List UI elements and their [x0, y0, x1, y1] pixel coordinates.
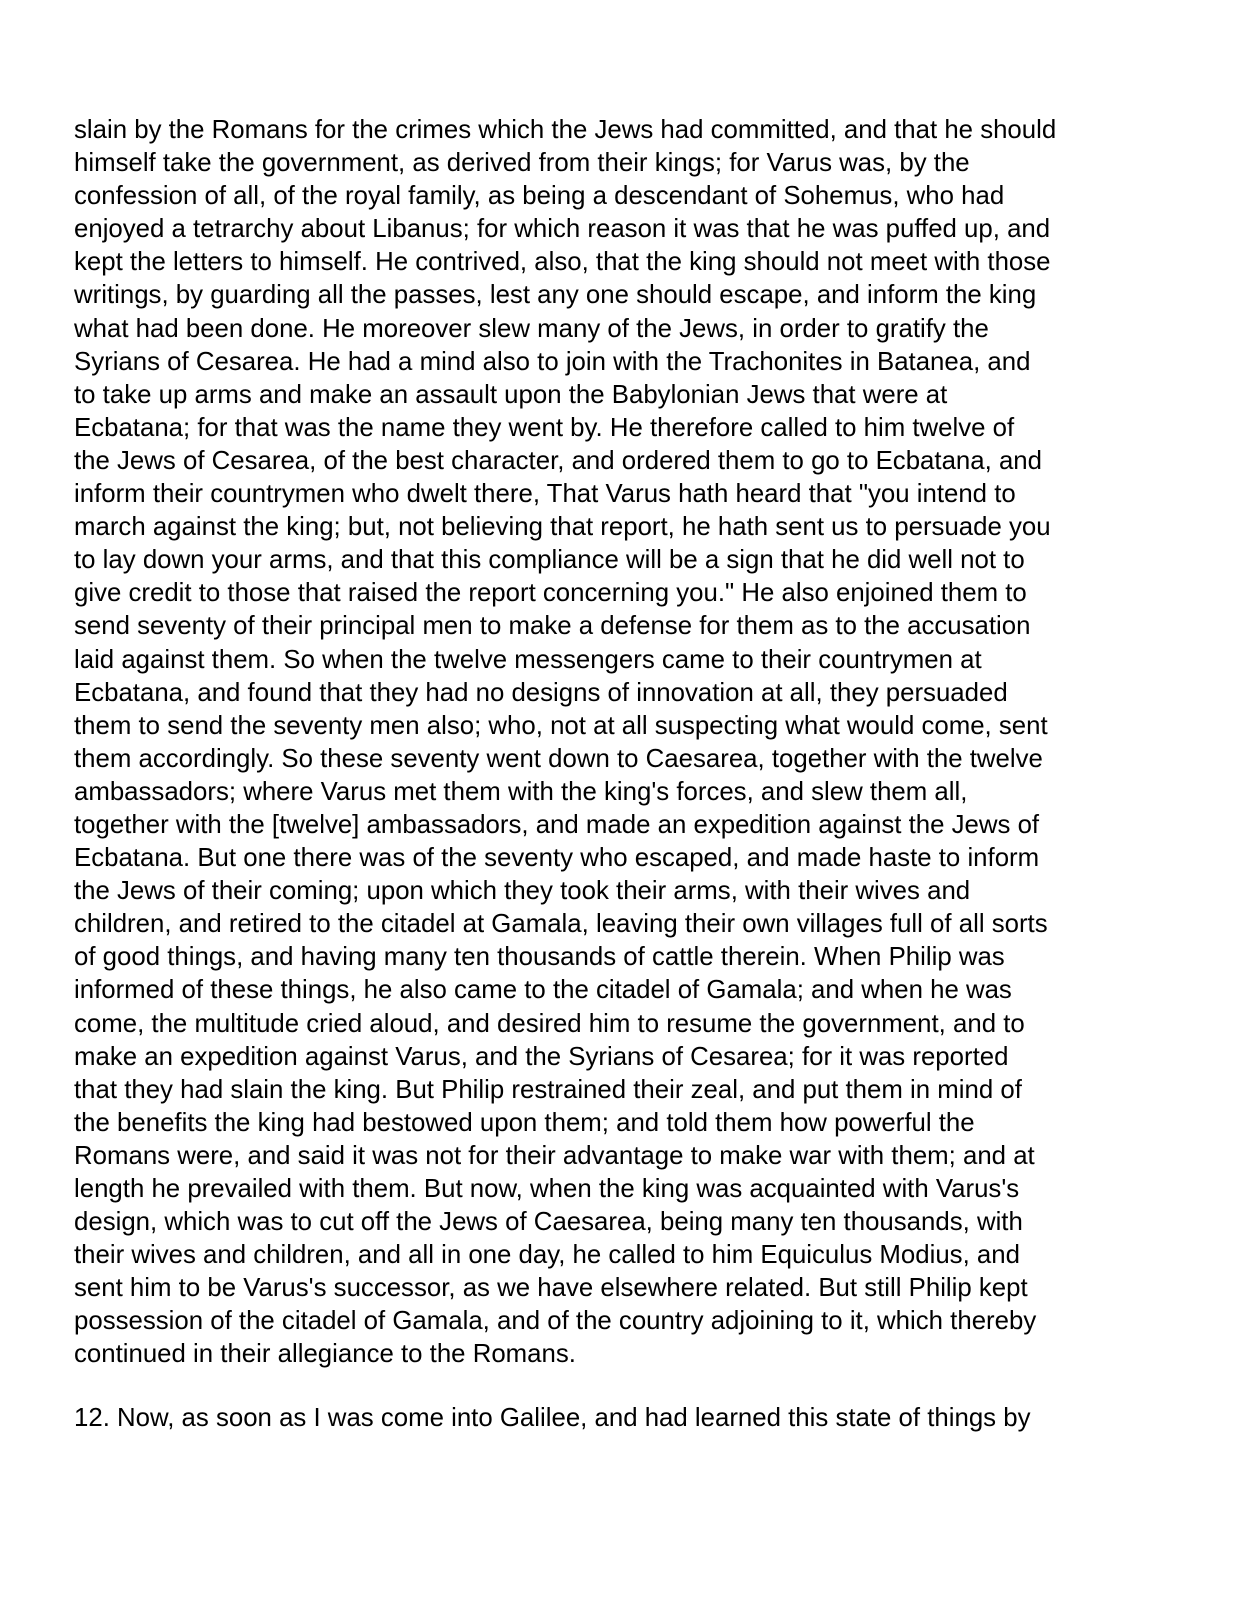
- text-line: together with the [twelve] ambassadors, and made an expedition against the Jews of: [74, 810, 1040, 839]
- text-line: possession of the citadel of Gamala, and of the country adjoining to it, which thereby: [74, 1307, 1037, 1336]
- text-line: sent him to be Varus's successor, as we have elsewhere related. But still Philip kept: [74, 1274, 1028, 1303]
- text-line: send seventy of their principal men to make a defense for them as to the accusation: [74, 612, 1031, 641]
- text-line: Romans were, and said it was not for their advantage to make war with them; and at: [74, 1141, 1035, 1170]
- text-line: their wives and children, and all in one day, he called to him Equiculus Modius, and: [74, 1241, 1020, 1270]
- document-page: [74, 114, 1144, 1435]
- text-line: to lay down your arms, and that this compliance will be a sign that he did well not to: [74, 546, 1025, 575]
- text-line: the Jews of their coming; upon which they took their arms, with their wives and: [74, 877, 971, 906]
- text-line: enjoyed a tetrarchy about Libanus; for which reason it was that he was puffed up, and: [74, 215, 1051, 244]
- text-line: continued in their allegiance to the Romans.: [74, 1340, 576, 1369]
- text-line: ambassadors; where Varus met them with the king's forces, and slew them all,: [74, 777, 968, 806]
- text-line: Ecbatana. But one there was of the seventy who escaped, and made haste to inform: [74, 844, 1040, 873]
- text-line: Ecbatana; for that was the name they went by. He therefore called to him twelve of: [74, 413, 1015, 442]
- paragraph-2: [74, 1402, 1144, 1435]
- text-line: informed of these things, he also came to the citadel of Gamala; and when he was: [74, 976, 1012, 1005]
- text-line: give credit to those that raised the report concerning you." He also enjoined them to: [74, 579, 1027, 608]
- text-line: laid against them. So when the twelve messengers came to their countrymen at: [74, 645, 982, 674]
- text-line: Ecbatana, and found that they had no designs of innovation at all, they persuaded: [74, 678, 1008, 707]
- paragraph-gap: [74, 1372, 1144, 1402]
- text-line: kept the letters to himself. He contrived, also, that the king should not meet with those: [74, 248, 1051, 277]
- text-line: length he prevailed with them. But now, when the king was acquainted with Varus's: [74, 1175, 1020, 1203]
- text-line: writings, by guarding all the passes, lest any one should escape, and inform the king: [74, 281, 1037, 310]
- text-line: design, which was to cut off the Jews of Caesarea, being many ten thousands, with: [74, 1208, 1023, 1237]
- text-line: slain by the Romans for the crimes which the Jews had committed, and that he should: [74, 116, 1057, 144]
- text-line: children, and retired to the citadel at Gamala, leaving their own villages full of all sorts: [74, 910, 1048, 939]
- text-line: what had been done. He moreover slew many of the Jews, in order to gratify the: [74, 314, 989, 343]
- text-line: of good things, and having many ten thousands of cattle therein. When Philip was: [74, 943, 1005, 972]
- text-line: them to send the seventy men also; who, not at all suspecting what would come, sent: [74, 711, 1048, 740]
- text-line: come, the multitude cried aloud, and desired him to resume the government, and to: [74, 1009, 1025, 1038]
- text-line: make an expedition against Varus, and the Syrians of Cesarea; for it was reported: [74, 1042, 1009, 1071]
- text-line: Syrians of Cesarea. He had a mind also to join with the Trachonites in Batanea, and: [74, 347, 1031, 376]
- text-line: to take up arms and make an assault upon the Babylonian Jews that were at: [74, 380, 948, 409]
- text-line: march against the king; but, not believing that report, he hath sent us to persuade you: [74, 513, 1051, 542]
- paragraph-1: [74, 114, 1144, 1372]
- text-line: the benefits the king had bestowed upon them; and told them how powerful the: [74, 1108, 975, 1137]
- text-line: inform their countrymen who dwelt there, That Varus hath heard that "you intend to: [74, 480, 1016, 509]
- text-line: confession of all, of the royal family, as being a descendant of Sohemus, who had: [74, 182, 1005, 211]
- text-line: himself take the government, as derived from their kings; for Varus was, by the: [74, 149, 970, 178]
- text-line: the Jews of Cesarea, of the best character, and ordered them to go to Ecbatana, and: [74, 446, 1042, 475]
- text-line: them accordingly. So these seventy went down to Caesarea, together with the twelve: [74, 744, 1043, 773]
- text-line: that they had slain the king. But Philip restrained their zeal, and put them in mind of: [74, 1075, 1022, 1104]
- text-line: 12. Now, as soon as I was come into Galilee, and had learned this state of things by: [74, 1403, 1031, 1432]
